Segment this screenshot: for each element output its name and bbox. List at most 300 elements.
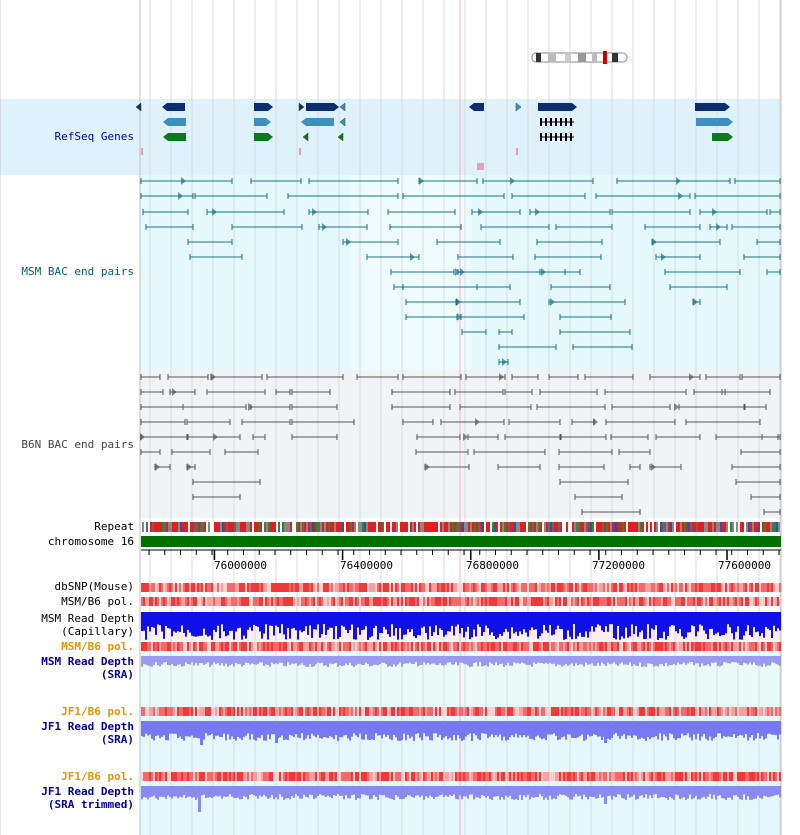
depth-bin	[497, 612, 499, 638]
jf1-trim-sub: (SRA trimmed)	[47, 798, 134, 811]
polymorphism-bin	[145, 583, 147, 592]
polymorphism-bin	[487, 707, 489, 716]
depth-bin	[257, 612, 259, 627]
repeat-element	[426, 522, 428, 532]
depth-bin	[225, 721, 227, 740]
polymorphism-bin	[737, 642, 739, 651]
depth-bin	[647, 612, 649, 624]
polymorphism-bin	[457, 772, 459, 781]
polymorphism-bin	[479, 707, 481, 716]
depth-bin	[561, 656, 563, 667]
depth-bin	[777, 612, 779, 628]
polymorphism-bin	[423, 597, 425, 606]
depth-bin	[725, 721, 727, 737]
polymorphism-bin	[225, 772, 227, 781]
polymorphism-bin	[689, 583, 691, 592]
polymorphism-bin	[675, 772, 677, 781]
polymorphism-bin	[587, 583, 589, 592]
polymorphism-bin	[503, 772, 505, 781]
depth-bin	[681, 612, 683, 636]
depth-bin	[687, 721, 689, 733]
depth-bin	[511, 656, 513, 666]
polymorphism-bin	[341, 772, 343, 781]
polymorphism-bin	[595, 583, 597, 592]
polymorphism-bin	[507, 772, 509, 781]
polymorphism-bin	[749, 707, 751, 716]
depth-bin	[383, 786, 385, 795]
depth-bin	[631, 656, 633, 666]
repeat-element	[452, 522, 454, 532]
repeat-element	[176, 522, 178, 532]
repeat-element	[762, 522, 764, 532]
polymorphism-bin	[257, 583, 259, 592]
depth-bin	[751, 656, 753, 665]
polymorphism-bin	[209, 707, 211, 716]
depth-bin	[479, 786, 481, 798]
repeat-element	[416, 522, 418, 532]
polymorphism-bin	[587, 707, 589, 716]
polymorphism-bin	[213, 642, 215, 651]
polymorphism-bin	[283, 772, 285, 781]
repeat-element	[414, 522, 416, 532]
depth-bin	[703, 612, 705, 630]
depth-bin	[739, 786, 741, 799]
depth-bin	[577, 721, 579, 737]
polymorphism-bin	[447, 772, 449, 781]
polymorphism-bin	[153, 597, 155, 606]
repeat-element	[770, 522, 772, 532]
polymorphism-bin	[379, 707, 381, 716]
polymorphism-bin	[455, 642, 457, 651]
polymorphism-bin	[515, 597, 517, 606]
depth-bin	[557, 786, 559, 796]
polymorphism-bin	[231, 707, 233, 716]
polymorphism-bin	[697, 597, 699, 606]
polymorphism-bin	[245, 597, 247, 606]
repeat-element	[460, 522, 462, 532]
polymorphism-bin	[459, 707, 461, 716]
depth-bin	[241, 612, 243, 640]
depth-bin	[375, 612, 377, 626]
depth-bin	[729, 656, 731, 664]
polymorphism-bin	[405, 597, 407, 606]
depth-bin	[323, 656, 325, 666]
depth-bin	[467, 721, 469, 735]
depth-bin	[141, 721, 143, 736]
polymorphism-bin	[677, 583, 679, 592]
polymorphism-bin	[641, 642, 643, 651]
polymorphism-bin	[287, 772, 289, 781]
depth-bin	[231, 721, 233, 736]
polymorphism-bin	[237, 642, 239, 651]
polymorphism-bin	[513, 597, 515, 606]
polymorphism-bin	[333, 772, 335, 781]
polymorphism-bin	[447, 597, 449, 606]
depth-bin	[561, 721, 563, 737]
depth-bin	[767, 721, 769, 734]
polymorphism-bin	[603, 583, 605, 592]
depth-bin	[387, 721, 389, 735]
polymorphism-bin	[327, 772, 329, 781]
depth-bin	[773, 656, 775, 663]
polymorphism-bin	[253, 772, 255, 781]
depth-bin	[163, 721, 165, 735]
depth-bin	[713, 721, 715, 738]
polymorphism-bin	[647, 583, 649, 592]
polymorphism-bin	[175, 772, 177, 781]
polymorphism-bin	[363, 772, 365, 781]
polymorphism-bin	[169, 707, 171, 716]
repeat-element	[662, 522, 664, 532]
depth-bin	[509, 786, 511, 796]
depth-bin	[451, 612, 453, 626]
depth-bin	[489, 612, 491, 635]
depth-bin	[641, 612, 643, 630]
repeat-element	[148, 522, 150, 532]
polymorphism-bin	[765, 772, 767, 781]
polymorphism-bin	[199, 707, 201, 716]
polymorphism-bin	[611, 583, 613, 592]
depth-bin	[171, 786, 173, 798]
depth-bin	[281, 612, 283, 624]
polymorphism-bin	[453, 772, 455, 781]
msm-pol-track	[141, 597, 781, 606]
polymorphism-bin	[533, 707, 535, 716]
polymorphism-bin	[553, 772, 555, 781]
depth-bin	[553, 612, 555, 634]
depth-bin	[755, 786, 757, 799]
depth-bin	[623, 721, 625, 734]
polymorphism-bin	[269, 707, 271, 716]
polymorphism-bin	[521, 642, 523, 651]
repeat-element	[276, 522, 278, 532]
depth-bin	[769, 721, 771, 734]
depth-bin	[689, 612, 691, 632]
polymorphism-bin	[227, 772, 229, 781]
polymorphism-bin	[639, 772, 641, 781]
depth-bin	[537, 786, 539, 797]
depth-bin	[663, 786, 665, 797]
polymorphism-bin	[731, 597, 733, 606]
depth-bin	[355, 786, 357, 800]
polymorphism-bin	[519, 772, 521, 781]
polymorphism-bin	[235, 707, 237, 716]
polymorphism-bin	[535, 583, 537, 592]
polymorphism-bin	[475, 597, 477, 606]
polymorphism-bin	[541, 597, 543, 606]
depth-bin	[311, 612, 313, 638]
depth-bin	[757, 612, 759, 632]
polymorphism-bin	[515, 772, 517, 781]
polymorphism-bin	[733, 642, 735, 651]
polymorphism-bin	[167, 642, 169, 651]
repeat-element	[474, 522, 476, 532]
depth-bin	[707, 786, 709, 797]
polymorphism-bin	[733, 772, 735, 781]
polymorphism-bin	[423, 642, 425, 651]
depth-bin	[587, 656, 589, 665]
repeat-element	[272, 522, 274, 532]
repeat-element	[570, 522, 572, 532]
polymorphism-bin	[157, 707, 159, 716]
depth-bin	[581, 656, 583, 664]
polymorphism-bin	[567, 707, 569, 716]
depth-bin	[555, 656, 557, 666]
depth-bin	[483, 786, 485, 796]
polymorphism-bin	[349, 642, 351, 651]
polymorphism-bin	[701, 642, 703, 651]
depth-bin	[507, 786, 509, 797]
polymorphism-bin	[319, 642, 321, 651]
depth-bin	[161, 786, 163, 797]
depth-bin	[459, 656, 461, 663]
depth-bin	[175, 721, 177, 734]
depth-bin	[493, 786, 495, 797]
repeat-element	[722, 522, 724, 532]
depth-bin	[731, 786, 733, 800]
repeat-element	[180, 522, 182, 532]
depth-bin	[265, 721, 267, 741]
repeat-element	[560, 522, 562, 532]
polymorphism-bin	[575, 772, 577, 781]
depth-bin	[435, 721, 437, 733]
polymorphism-bin	[759, 597, 761, 606]
polymorphism-bin	[385, 642, 387, 651]
polymorphism-bin	[735, 583, 737, 592]
repeat-element	[422, 522, 424, 532]
depth-bin	[611, 721, 613, 738]
polymorphism-bin	[465, 642, 467, 651]
polymorphism-bin	[545, 583, 547, 592]
polymorphism-bin	[603, 707, 605, 716]
depth-bin	[763, 612, 765, 638]
depth-bin	[331, 656, 333, 664]
repeat-element	[634, 522, 636, 532]
repeat-element	[690, 522, 692, 532]
repeat-element	[522, 522, 524, 532]
polymorphism-bin	[153, 642, 155, 651]
depth-bin	[421, 721, 423, 740]
polymorphism-bin	[179, 597, 181, 606]
depth-bin	[287, 721, 289, 740]
polymorphism-bin	[221, 597, 223, 606]
polymorphism-bin	[619, 583, 621, 592]
polymorphism-bin	[509, 583, 511, 592]
polymorphism-bin	[199, 583, 201, 592]
polymorphism-bin	[371, 597, 373, 606]
depth-bin	[531, 656, 533, 667]
depth-bin	[779, 612, 781, 631]
depth-bin	[597, 721, 599, 737]
depth-bin	[505, 786, 507, 796]
polymorphism-bin	[597, 583, 599, 592]
polymorphism-bin	[459, 597, 461, 606]
polymorphism-bin	[569, 583, 571, 592]
polymorphism-bin	[375, 707, 377, 716]
polymorphism-bin	[223, 583, 225, 592]
polymorphism-bin	[729, 597, 731, 606]
depth-bin	[401, 656, 403, 667]
polymorphism-bin	[779, 642, 781, 651]
depth-bin	[619, 656, 621, 664]
depth-bin	[633, 721, 635, 735]
chromosome-label: chromosome 16	[47, 535, 134, 548]
polymorphism-bin	[645, 583, 647, 592]
depth-bin	[567, 612, 569, 630]
polymorphism-bin	[705, 597, 707, 606]
repeat-element	[256, 522, 258, 532]
depth-bin	[173, 721, 175, 734]
repeat-element	[744, 522, 746, 532]
axis-tick-label: 76800000	[466, 559, 519, 572]
depth-bin	[281, 656, 283, 663]
polymorphism-bin	[669, 642, 671, 651]
polymorphism-bin	[171, 642, 173, 651]
polymorphism-bin	[689, 707, 691, 716]
depth-bin	[609, 786, 611, 796]
polymorphism-bin	[427, 772, 429, 781]
depth-bin	[355, 612, 357, 640]
repeat-element	[172, 522, 174, 532]
polymorphism-bin	[387, 583, 389, 592]
repeat-element	[650, 522, 652, 532]
polymorphism-bin	[503, 583, 505, 592]
polymorphism-bin	[591, 597, 593, 606]
depth-bin	[657, 612, 659, 640]
depth-bin	[297, 721, 299, 737]
polymorphism-bin	[161, 583, 163, 592]
polymorphism-bin	[721, 583, 723, 592]
polymorphism-bin	[445, 642, 447, 651]
depth-bin	[187, 786, 189, 797]
depth-bin	[625, 721, 627, 739]
polymorphism-bin	[747, 642, 749, 651]
polymorphism-bin	[573, 642, 575, 651]
polymorphism-bin	[217, 772, 219, 781]
repeat-element	[542, 522, 544, 532]
polymorphism-bin	[463, 597, 465, 606]
depth-bin	[395, 656, 397, 666]
polymorphism-bin	[765, 597, 767, 606]
polymorphism-bin	[159, 597, 161, 606]
polymorphism-bin	[555, 772, 557, 781]
polymorphism-bin	[389, 642, 391, 651]
repeat-element	[360, 522, 362, 532]
depth-bin	[479, 612, 481, 627]
depth-bin	[733, 656, 735, 662]
depth-bin	[391, 786, 393, 799]
depth-bin	[295, 786, 297, 794]
polymorphism-bin	[321, 642, 323, 651]
depth-bin	[411, 786, 413, 797]
polymorphism-bin	[233, 772, 235, 781]
depth-bin	[521, 612, 523, 634]
depth-bin	[389, 721, 391, 739]
polymorphism-bin	[373, 583, 375, 592]
depth-bin	[441, 612, 443, 630]
polymorphism-bin	[715, 597, 717, 606]
polymorphism-bin	[269, 583, 271, 592]
polymorphism-bin	[453, 642, 455, 651]
b6n-bac-label: B6N BAC end pairs	[21, 438, 134, 451]
polymorphism-bin	[321, 583, 323, 592]
depth-bin	[365, 612, 367, 626]
polymorphism-bin	[141, 772, 143, 781]
polymorphism-bin	[557, 772, 559, 781]
polymorphism-bin	[591, 772, 593, 781]
polymorphism-bin	[537, 583, 539, 592]
depth-bin	[199, 612, 201, 636]
depth-bin	[593, 656, 595, 666]
polymorphism-bin	[347, 583, 349, 592]
polymorphism-bin	[563, 707, 565, 716]
polymorphism-bin	[591, 642, 593, 651]
depth-bin	[177, 656, 179, 665]
depth-bin	[475, 612, 477, 636]
polymorphism-bin	[267, 772, 269, 781]
depth-bin	[251, 656, 253, 663]
depth-bin	[449, 721, 451, 738]
depth-bin	[263, 721, 265, 741]
depth-bin	[269, 656, 271, 667]
polymorphism-bin	[747, 583, 749, 592]
depth-bin	[391, 612, 393, 624]
polymorphism-bin	[255, 642, 257, 651]
polymorphism-bin	[369, 597, 371, 606]
polymorphism-bin	[647, 642, 649, 651]
depth-bin	[507, 721, 509, 740]
depth-bin	[223, 721, 225, 734]
polymorphism-bin	[679, 583, 681, 592]
depth-bin	[203, 656, 205, 665]
depth-bin	[761, 612, 763, 633]
depth-bin	[651, 721, 653, 737]
repeat-element	[628, 522, 630, 532]
depth-bin	[365, 721, 367, 734]
polymorphism-bin	[427, 583, 429, 592]
polymorphism-bin	[661, 707, 663, 716]
polymorphism-bin	[733, 597, 735, 606]
depth-bin	[205, 612, 207, 635]
depth-bin	[233, 656, 235, 666]
polymorphism-bin	[445, 597, 447, 606]
polymorphism-bin	[309, 642, 311, 651]
depth-bin	[579, 786, 581, 796]
depth-bin	[585, 786, 587, 797]
depth-bin	[381, 612, 383, 633]
depth-bin	[269, 786, 271, 798]
polymorphism-bin	[331, 707, 333, 716]
polymorphism-bin	[639, 597, 641, 606]
depth-bin	[609, 721, 611, 740]
polymorphism-bin	[199, 597, 201, 606]
gene-body	[306, 103, 334, 111]
polymorphism-bin	[657, 597, 659, 606]
polymorphism-bin	[641, 597, 643, 606]
polymorphism-bin	[147, 772, 149, 781]
polymorphism-bin	[251, 642, 253, 651]
polymorphism-bin	[375, 642, 377, 651]
depth-bin	[543, 721, 545, 738]
repeat-element	[684, 522, 686, 532]
polymorphism-bin	[365, 707, 367, 716]
depth-bin	[559, 721, 561, 739]
polymorphism-bin	[159, 642, 161, 651]
polymorphism-bin	[695, 597, 697, 606]
repeat-element	[186, 522, 188, 532]
polymorphism-bin	[151, 707, 153, 716]
polymorphism-bin	[749, 583, 751, 592]
